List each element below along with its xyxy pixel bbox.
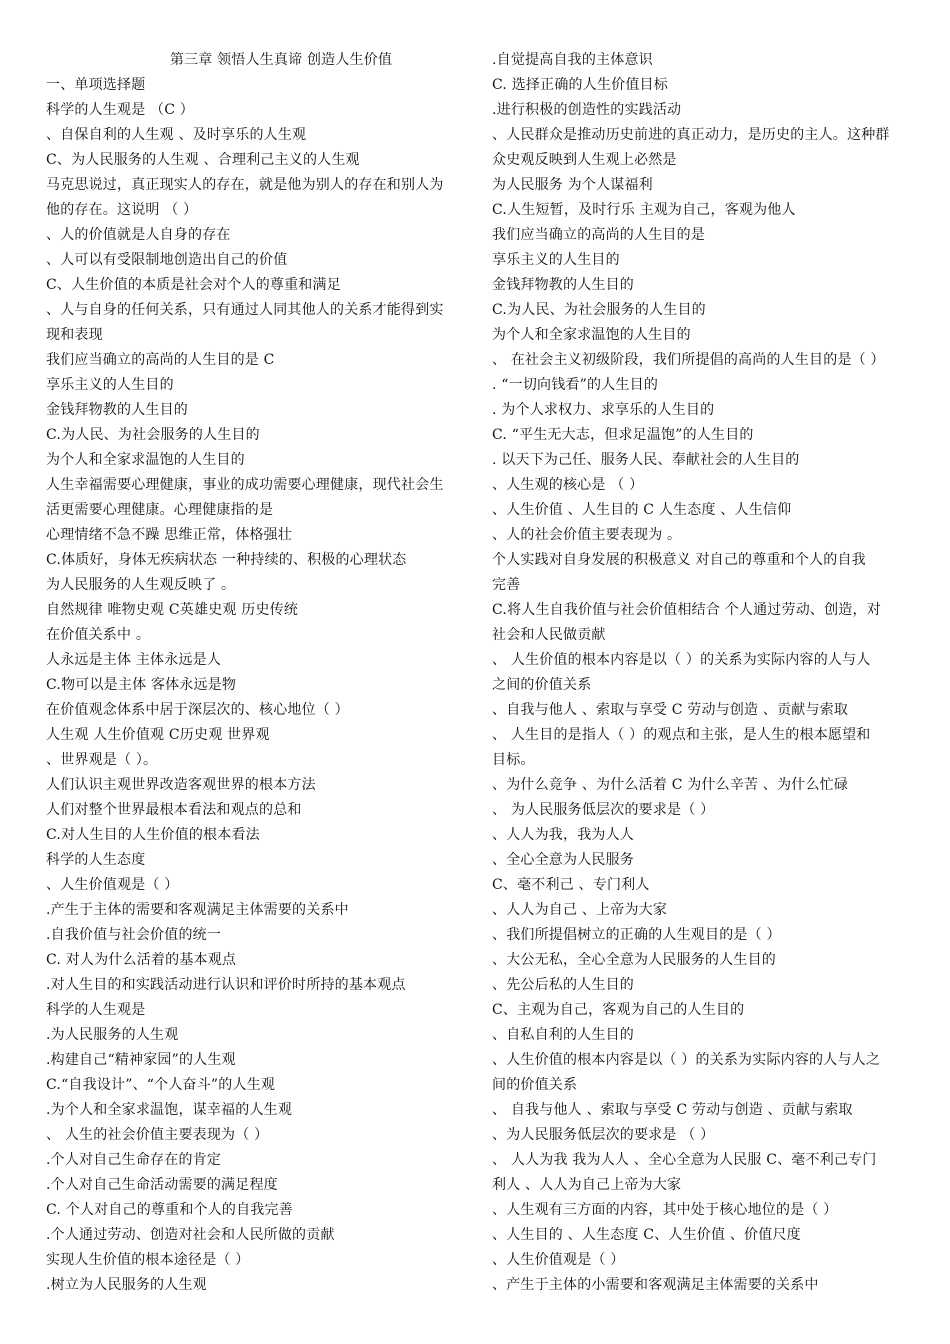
left-column-line: 人生观 人生价值观 C历史观 世界观 xyxy=(46,727,270,743)
right-column-line: 、人生价值观是（ ） xyxy=(492,1252,625,1268)
right-column-line: 间的价值关系 xyxy=(492,1077,578,1093)
left-column-line: 活更需要心理健康。心理健康指的是 xyxy=(46,502,274,518)
right-column-line: 、自私自利的人生目的 xyxy=(492,1027,634,1043)
right-column-line: 完善 xyxy=(492,577,521,593)
left-column-line: 在价值关系中 。 xyxy=(46,627,151,643)
right-column-line: 、 人生目的是指人（ ）的观点和主张，是人生的根本愿望和 xyxy=(492,727,871,743)
chapter-title: 第三章 领悟人生真谛 创造人生价值 xyxy=(169,52,393,68)
right-column-line: 、大公无私，全心全意为人民服务的人生目的 xyxy=(492,952,776,968)
right-column-line: 目标。 xyxy=(492,752,535,768)
right-column-line: .进行积极的创造性的实践活动 xyxy=(492,102,682,118)
right-column-line: 为人民服务 为个人谋福利 xyxy=(492,177,653,193)
left-column-line: C. 个人对自己的尊重和个人的自我完善 xyxy=(46,1202,293,1218)
right-column-line: 社会和人民做贡献 xyxy=(492,627,606,643)
right-column-line: 、 人人为我 我为人人 、全心全意为人民服 C、毫不利己专门 xyxy=(492,1152,877,1168)
right-column-line: 、 自我与他人 、索取与享受 C 劳动与创造 、贡献与索取 xyxy=(492,1102,853,1118)
left-column-line: 在价值观念体系中居于深层次的、核心地位（ ） xyxy=(46,702,349,718)
left-column-line: 科学的人生态度 xyxy=(46,852,146,868)
left-column-line: 人们认识主观世界改造客观世界的根本方法 xyxy=(46,777,316,793)
left-column-line: 、人生价值观是（ ） xyxy=(46,877,179,893)
left-column-line: 金钱拜物教的人生目的 xyxy=(46,402,188,418)
right-column-line: 、人生观的核心是 （ ） xyxy=(492,477,644,493)
right-column-line: 、先公后私的人生目的 xyxy=(492,977,634,993)
left-column-line: C.“自我设计”、“个人奋斗”的人生观 xyxy=(46,1077,276,1093)
right-column-line: 、 在社会主义初级阶段，我们所提倡的高尚的人生目的是（ ） xyxy=(492,352,885,368)
left-column-line: .自我价值与社会价值的统一 xyxy=(46,927,222,943)
right-column-line: . 以天下为己任、服务人民、奉献社会的人生目的 xyxy=(492,452,800,468)
right-column-line: 之间的价值关系 xyxy=(492,677,592,693)
left-column-line: 科学的人生观是 xyxy=(46,1002,146,1018)
left-column-line: C、为人民服务的人生观 、合理利己主义的人生观 xyxy=(46,152,360,168)
left-column-line: 为人民服务的人生观反映了 。 xyxy=(46,577,236,593)
left-column-line: 科学的人生观是 （C ） xyxy=(46,102,195,118)
left-column-line: 、人与自身的任何关系，只有通过人同其他人的关系才能得到实 xyxy=(46,302,444,318)
left-column-line: 、人可以有受限制地创造出自己的价值 xyxy=(46,252,288,268)
right-column-line: 、人生观有三方面的内容，其中处于核心地位的是（ ） xyxy=(492,1202,838,1218)
left-column-line: 人永远是主体 主体永远是人 xyxy=(46,652,222,668)
right-column-line: C.人生短暂，及时行乐 主观为自己，客观为他人 xyxy=(492,202,796,218)
left-column-line: .产生于主体的需要和客观满足主体需要的关系中 xyxy=(46,902,349,918)
left-column-line: 实现人生价值的根本途径是（ ） xyxy=(46,1252,250,1268)
right-column xyxy=(492,48,912,1298)
right-column-line: 我们应当确立的高尚的人生目的是 xyxy=(492,227,705,243)
left-column-line: C. 对人为什么活着的基本观点 xyxy=(46,952,237,968)
right-column-line: 、产生于主体的小需要和客观满足主体需要的关系中 xyxy=(492,1277,819,1293)
left-column-line: C.为人民、为社会服务的人生目的 xyxy=(46,427,260,443)
left-column-line: 马克思说过，真正现实人的存在，就是他为别人的存在和别人为 xyxy=(46,177,444,193)
left-column-line: C.对人生目的人生价值的根本看法 xyxy=(46,827,260,843)
right-column-line: 、人生价值 、人生目的 C 人生态度 、人生信仰 xyxy=(492,502,792,518)
right-column-line: 、人人为自己 、上帝为大家 xyxy=(492,902,668,918)
right-column-line: C. “平生无大志，但求足温饱”的人生目的 xyxy=(492,427,754,443)
right-column-line: 、为人民服务低层次的要求是 （ ） xyxy=(492,1127,715,1143)
right-column-line: 、我们所提倡树立的正确的人生观目的是（ ） xyxy=(492,927,781,943)
right-column-line: C. 选择正确的人生价值目标 xyxy=(492,77,668,93)
left-column-line: .个人通过劳动、创造对社会和人民所做的贡献 xyxy=(46,1227,335,1243)
right-column-line: .自觉提高自我的主体意识 xyxy=(492,52,653,68)
right-column-line: C、主观为自己，客观为自己的人生目的 xyxy=(492,1002,745,1018)
left-column-line: 、世界观是（ ）。 xyxy=(46,752,158,768)
left-column-line: .个人对自己生命存在的肯定 xyxy=(46,1152,222,1168)
right-column-line: 金钱拜物教的人生目的 xyxy=(492,277,634,293)
left-column-line: .为个人和全家求温饱，谋幸福的人生观 xyxy=(46,1102,293,1118)
right-column-line: 、自我与他人 、索取与享受 C 劳动与创造 、贡献与索取 xyxy=(492,702,849,718)
left-column-line: .个人对自己生命活动需要的满足程度 xyxy=(46,1177,278,1193)
right-column-line: C.将人生自我价值与社会价值相结合 个人通过劳动、创造，对 xyxy=(492,602,881,618)
left-column-line: 人们对整个世界最根本看法和观点的总和 xyxy=(46,802,302,818)
left-column-line: 、自保自利的人生观 、及时享乐的人生观 xyxy=(46,127,307,143)
right-column-line: 、全心全意为人民服务 xyxy=(492,852,634,868)
left-column-line: C.物可以是主体 客体永远是物 xyxy=(46,677,237,693)
left-column-line: 一、单项选择题 xyxy=(46,77,146,93)
right-column-line: 享乐主义的人生目的 xyxy=(492,252,620,268)
left-column-line: .树立为人民服务的人生观 xyxy=(46,1277,207,1293)
right-column-line: . 为个人求权力、求享乐的人生目的 xyxy=(492,402,715,418)
right-column-line: 、人生价值的根本内容是以（ ）的关系为实际内容的人与人之 xyxy=(492,1052,881,1068)
right-column-line: 、人的社会价值主要表现为 。 xyxy=(492,527,682,543)
right-column-line: 利人 、人人为自己上帝为大家 xyxy=(492,1177,682,1193)
right-column-line: . “一切向钱看”的人生目的 xyxy=(492,377,659,393)
right-column-line: 、人民群众是推动历史前进的真正动力，是历史的主人。这种群 xyxy=(492,127,890,143)
left-column-line: .构建自己“精神家园”的人生观 xyxy=(46,1052,236,1068)
left-column-line: 、 人生的社会价值主要表现为（ ） xyxy=(46,1127,269,1143)
right-column-line: 、为什么竞争 、为什么活着 C 为什么辛苦 、为什么忙碌 xyxy=(492,777,849,793)
left-column-line: C、人生价值的本质是社会对个人的尊重和满足 xyxy=(46,277,341,293)
left-column-line: 心理情绪不急不躁 思维正常，体格强壮 xyxy=(46,527,293,543)
right-column-line: 个人实践对自身发展的积极意义 对自己的尊重和个人的自我 xyxy=(492,552,866,568)
left-column-line: 现和表现 xyxy=(46,327,103,343)
left-column-line: 我们应当确立的高尚的人生目的是 C xyxy=(46,352,275,368)
right-column-line: 、人生目的 、人生态度 C、人生价值 、价值尺度 xyxy=(492,1227,801,1243)
right-column-line: C.为人民、为社会服务的人生目的 xyxy=(492,302,706,318)
left-column xyxy=(46,48,476,1298)
left-column-line: 人生幸福需要心理健康，事业的成功需要心理健康，现代社会生 xyxy=(46,477,444,493)
left-column-line: C.体质好，身体无疾病状态 一种持续的、积极的心理状态 xyxy=(46,552,407,568)
left-column-line: 为个人和全家求温饱的人生目的 xyxy=(46,452,245,468)
left-column-line: 自然规律 唯物史观 C英雄史观 历史传统 xyxy=(46,602,299,618)
left-column-line: 享乐主义的人生目的 xyxy=(46,377,174,393)
right-column-line: 、人人为我，我为人人 xyxy=(492,827,634,843)
left-column-line: 、人的价值就是人自身的存在 xyxy=(46,227,231,243)
left-column-line: .为人民服务的人生观 xyxy=(46,1027,179,1043)
right-column-line: 、 为人民服务低层次的要求是（ ） xyxy=(492,802,715,818)
right-column-line: 为个人和全家求温饱的人生目的 xyxy=(492,327,691,343)
left-column-line: .对人生目的和实践活动进行认识和评价时所持的基本观点 xyxy=(46,977,406,993)
right-column-line: 、 人生价值的根本内容是以（ ）的关系为实际内容的人与人 xyxy=(492,652,871,668)
right-column-line: C、毫不利己 、专门利人 xyxy=(492,877,650,893)
right-column-line: 众史观反映到人生观上必然是 xyxy=(492,152,677,168)
left-column-line: 他的存在。这说明 （ ） xyxy=(46,202,198,218)
